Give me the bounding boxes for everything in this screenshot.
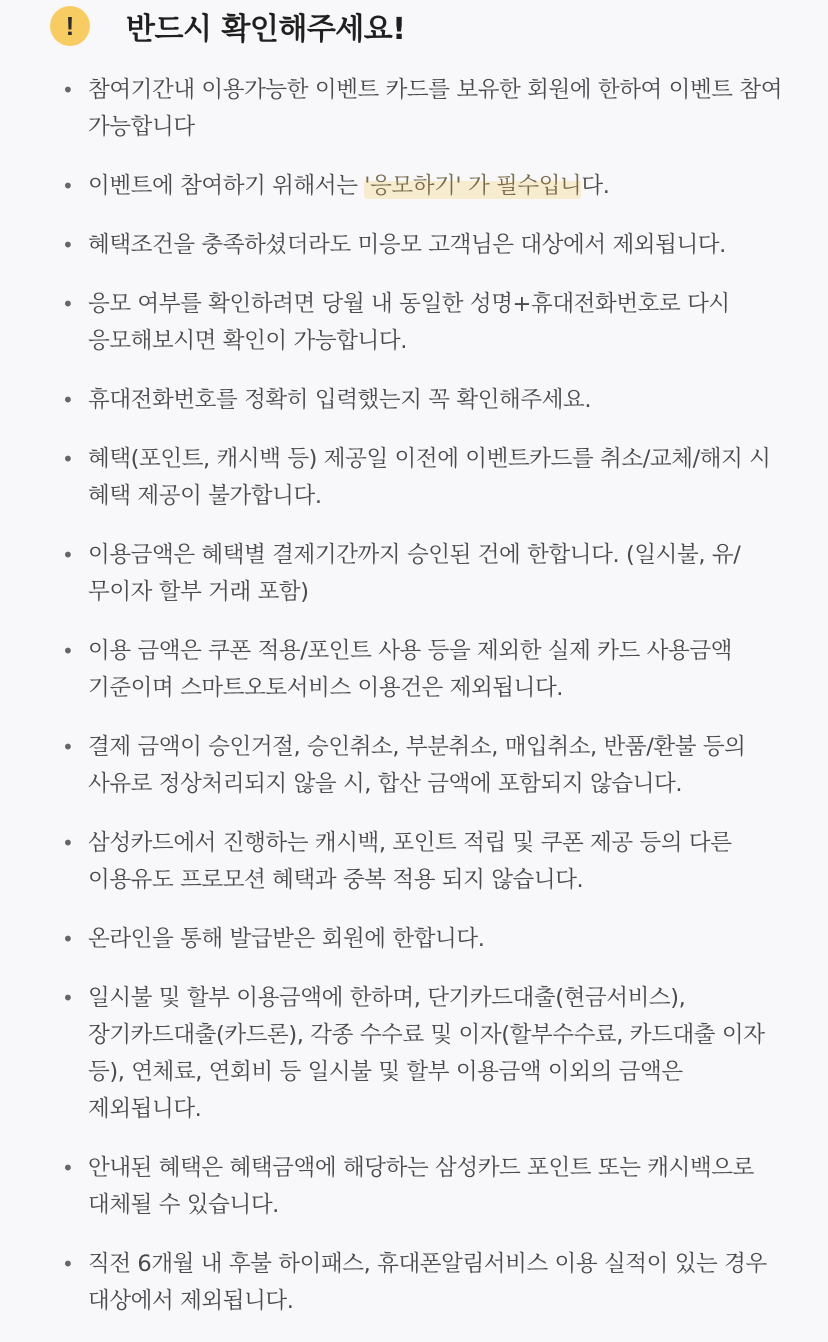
- bullet-icon: •: [62, 1252, 74, 1276]
- notice-text: 휴대전화번호를 정확히 입력했는지 꼭 확인해주세요.: [88, 387, 592, 413]
- bullet-icon: •: [62, 831, 74, 855]
- notice-text: 이용금액은 혜택별 결제기간까지 승인된 건에 한합니다. (일시불, 유/무이자 할부 거래 포함): [88, 542, 741, 605]
- bullet-icon: •: [62, 388, 74, 412]
- bullet-icon: •: [62, 78, 74, 102]
- notice-text: 일시불 및 할부 이용금액에 한하며, 단기카드대출(현금서비스), 장기카드대출(카드론), 각종 수수료 및 이자(할부수수료, 카드대출 이자 등), 연체료, 연회비 등 일시불 및 할부 이용금액 이외의 금액은 제외됩니다.: [88, 985, 765, 1122]
- page-title: 반드시 확인해주세요!: [126, 12, 406, 47]
- notice-text: 혜택(포인트, 캐시백 등) 제공일 이전에 이벤트카드를 취소/교체/해지 시 혜택 제공이 불가합니다.: [88, 446, 771, 509]
- list-item: [0, 382, 828, 419]
- bullet-icon: •: [62, 543, 74, 567]
- list-item: [0, 441, 828, 515]
- notice-text: 직전 6개월 내 후불 하이패스, 휴대폰알림서비스 이용 실적이 있는 경우 대상에서 제외됩니다.: [88, 1251, 767, 1314]
- notice-list: [0, 72, 828, 1342]
- list-item: [0, 227, 828, 264]
- bullet-icon: •: [62, 292, 74, 316]
- notice-text: 참여기간내 이용가능한 이벤트 카드를 보유한 회원에 한하여 이벤트 참여 가능합니다: [88, 77, 783, 140]
- bullet-icon: •: [62, 1156, 74, 1180]
- notice-text-after: 다.: [581, 173, 610, 199]
- list-item: [0, 980, 828, 1128]
- bullet-icon: •: [62, 639, 74, 663]
- bullet-icon: •: [62, 735, 74, 759]
- highlighted-text: '응모하기' 가 필수입니: [364, 173, 582, 199]
- list-item: [0, 1150, 828, 1224]
- notice-text: 응모 여부를 확인하려면 당월 내 동일한 성명+휴대전화번호로 다시 응모해보시면 확인이 가능합니다.: [88, 291, 730, 354]
- notice-text: 결제 금액이 승인거절, 승인취소, 부분취소, 매입취소, 반품/환불 등의 사유로 정상처리되지 않을 시, 합산 금액에 포함되지 않습니다.: [88, 734, 746, 797]
- list-item: [0, 1246, 828, 1320]
- list-item: [0, 825, 828, 899]
- notice-text: 혜택조건을 충족하셨더라도 미응모 고객님은 대상에서 제외됩니다.: [88, 232, 726, 258]
- notice-text: 안내된 혜택은 혜택금액에 해당하는 삼성카드 포인트 또는 캐시백으로 대체될 수 있습니다.: [88, 1155, 754, 1218]
- list-item: [0, 633, 828, 707]
- bullet-icon: •: [62, 986, 74, 1010]
- notice-header: [50, 4, 405, 48]
- notice-text-before: 이벤트에 참여하기 위해서는: [88, 173, 365, 199]
- bullet-icon: •: [62, 927, 74, 951]
- list-item: [0, 72, 828, 146]
- list-item: [0, 286, 828, 360]
- list-item: [0, 537, 828, 611]
- bullet-icon: •: [62, 174, 74, 198]
- bullet-icon: •: [62, 447, 74, 471]
- list-item: [0, 729, 828, 803]
- notice-text: 삼성카드에서 진행하는 캐시백, 포인트 적립 및 쿠폰 제공 등의 다른 이용유도 프로모션 혜택과 중복 적용 되지 않습니다.: [88, 830, 732, 893]
- notice-text: 이용 금액은 쿠폰 적용/포인트 사용 등을 제외한 실제 카드 사용금액 기준이며 스마트오토서비스 이용건은 제외됩니다.: [88, 638, 732, 701]
- exclamation-icon: !: [50, 6, 90, 46]
- bullet-icon: •: [62, 233, 74, 257]
- notice-text: 온라인을 통해 발급받은 회원에 한합니다.: [88, 926, 485, 952]
- list-item: [0, 168, 828, 205]
- list-item: [0, 921, 828, 958]
